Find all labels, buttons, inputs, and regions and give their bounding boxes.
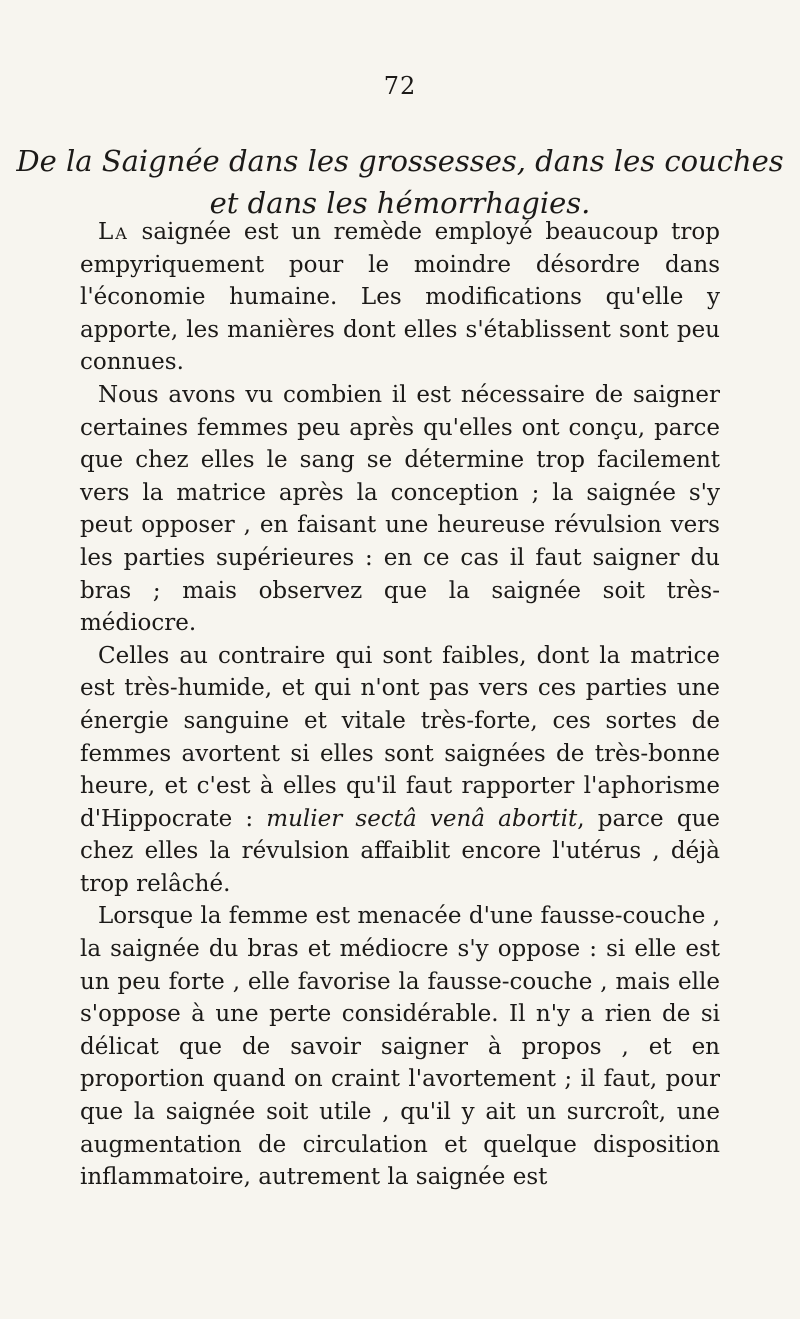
paragraph-1-text: saignée est un remède employé beaucoup trop empyriquement pour le moindre désordre dans l'économie humaine. Les modifications qu'elle y apporte, les manières dont elles s'établissent sont peu connues. [80,219,720,376]
paragraph-3 [80,640,720,901]
page-number: 72 [383,72,417,100]
chapter-title-line-2: et dans les hémorrhagies. [209,186,591,220]
paragraph-2: Nous avons vu combien il est nécessaire de saigner certaines femmes peu après qu'elles ont conçu, parce que chez elles le sang se détermine trop facilement vers la matrice après la conception ; la saignée s'y peut opposer , en faisant une heureuse révulsion vers les parties supérieures : en ce cas il faut saigner du bras ; mais observez que la saignée soit très-médiocre. [80,381,720,637]
paragraph-4: Lorsque la femme est menacée d'une fausse-couche , la saignée du bras et médiocre s'y oppose : si elle est un peu forte , elle favorise la fausse-couche , mais elle s'oppose à une perte considérable. Il n'y a rien de si délicat que de savoir saigner à propos , et en proportion quand on craint l'avortement ; il faut, pour que la saignée soit utile , qu'il y ait un surcroît, une augmentation de circulation et quelque disposition inflammatoire, autrement la saignée est [80,903,720,1191]
paragraph-1 [80,216,720,379]
chapter-title-line-1: De la Saignée dans les grossesses, dans les couches [16,144,784,178]
paragraph-3-text-after: , parce que chez elles la révulsion affaiblit encore l'utérus , déjà trop relâché. [80,805,720,897]
body-text [80,216,720,1194]
paragraph-3-text-before: Celles au contraire qui sont faibles, dont la matrice est très-humide, et qui n'ont pas vers ces parties une énergie sanguine et vitale très-forte, ces sortes de femmes avortent si elles sont saignées de très-bonne heure, et c'est à elles qu'il faut rapporter l'aphorisme d'Hippocrate : [80,642,720,832]
paragraph-lead-word: La [98,219,129,245]
hippocrates-aphorism: mulier sectâ venâ abortit [266,805,578,832]
chapter-title [0,140,800,224]
